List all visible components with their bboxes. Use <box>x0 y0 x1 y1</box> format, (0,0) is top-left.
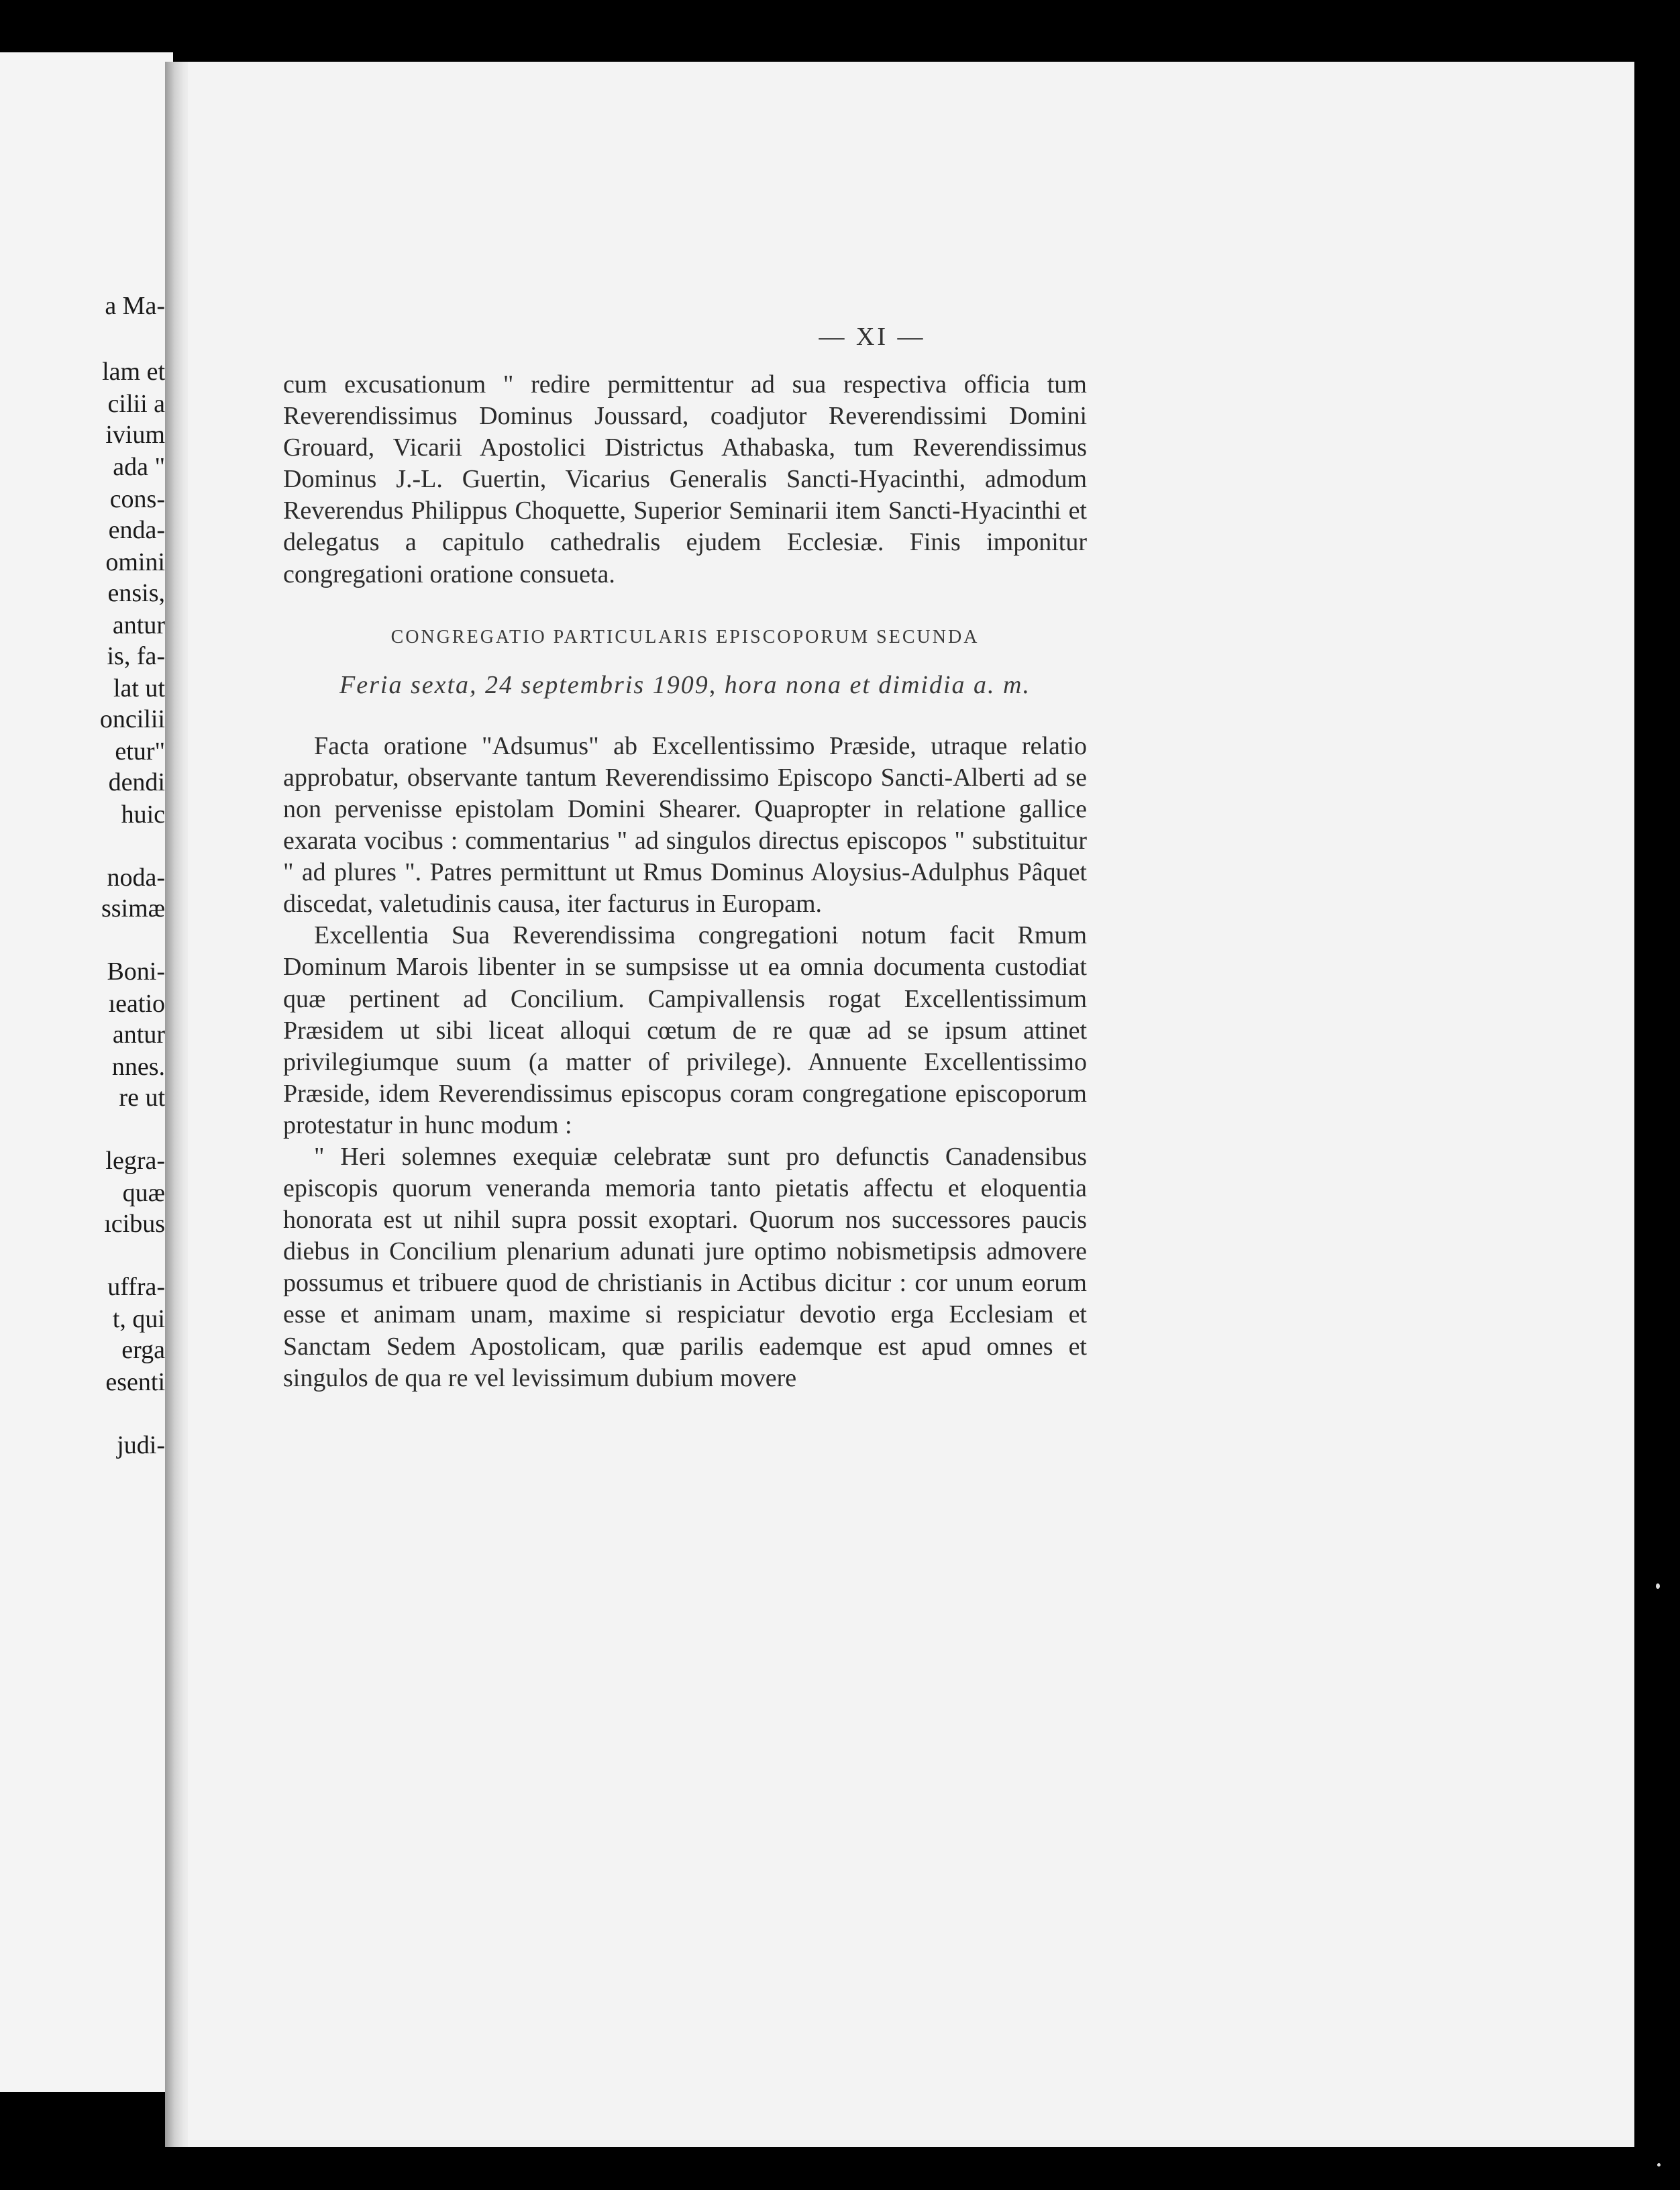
left-page-line: re ut <box>119 1084 165 1112</box>
left-page-line: quæ <box>122 1179 165 1207</box>
left-page-line: legra- <box>105 1147 165 1175</box>
left-page-line: erga <box>121 1336 165 1364</box>
left-page-line: oncilii <box>99 705 165 733</box>
left-page-line: ıeatio <box>108 990 165 1018</box>
paragraph-heri-solemnes: " Heri solemnes exequiæ celebratæ sunt pro defunctis Canadensibus episcopis quorum veneranda memoria tanto pietatis affectu et eloquentia honorata est ut nihil supra possit exoptari. Quorum nos successores paucis diebus in Concilium plenarium adunati jure optimo nobismetipsis admovere possumus et tribuere quod de christianis in Actibus dicitur : cor unum eorum esse et animam unam, maxime si respiciatur devotio erga Ecclesiam et Sanctam Sedem Apostolicam, quæ parilis eademque est apud omnes et singulos de qua re vel levissimum dubium movere <box>283 1142 1087 1392</box>
left-page-line: judi- <box>117 1431 165 1459</box>
left-page-line: cilii a <box>107 390 165 418</box>
left-page-fragment <box>0 52 173 2092</box>
left-page-line: ensis, <box>107 579 165 607</box>
section-heading: CONGREGATIO PARTICULARIS EPISCOPORUM SECUNDA <box>390 626 980 647</box>
left-page-line: a Ma- <box>105 292 165 320</box>
left-page-line: lat ut <box>113 674 165 702</box>
left-page-line: esenti <box>105 1368 165 1396</box>
left-page-line: cons- <box>109 485 165 513</box>
left-page-line: ada " <box>113 453 165 481</box>
left-page-line: omini <box>105 548 165 576</box>
dust-speck <box>1656 1583 1660 1589</box>
left-page-line: ivium <box>105 421 165 449</box>
paragraph-continuation: cum excusationum " redire permittentur ad sua respectiva officia tum Reverendissimus Dominus Joussard, coadjutor Reverendissimi Domini Grouard, Vicarii Apostolici Districtus Athabaska, tum Reverendissimus Dominus J.-L. Guertin, Vicarius Generalis Sancti-Hyacinthi, admodum Reverendus Philippus Choquette, Superior Seminarii item Sancti-Hyacinthi et delegatus a capitulo cathedralis ejudem Ecclesiæ. Finis imponitur congregationi oratione consueta. <box>283 370 1087 588</box>
left-page-line: uffra- <box>107 1273 165 1301</box>
left-page-line: noda- <box>107 864 165 892</box>
left-page-line: is, fa- <box>107 642 165 670</box>
paragraph-facta-oratione: Facta oratione "Adsumus" ab Excellentissimo Præside, utraque relatio approbatur, observante tantum Reverendissimo Episcopo Sancti-Alberti ad se non pervenisse epistolam Domini Shearer. Quapropter in relatione gallice exarata vocibus : commentarius " ad singulos directus episcopos " substituitur " ad plures ". Patres permittunt ut Rmus Dominus Aloysius-Adulphus Pâquet discedat, valetudinis causa, iter facturus in Europam. <box>283 731 1087 919</box>
left-page-line: ıcibus <box>104 1210 165 1238</box>
left-page-line: nnes. <box>111 1053 165 1081</box>
page-number: — XI — <box>819 323 926 351</box>
left-page-line: antur <box>112 611 165 639</box>
left-page-line: t, qui <box>112 1305 165 1333</box>
left-page-line: dendi <box>108 768 165 796</box>
left-page-line: lam et <box>102 358 165 386</box>
left-page-line: Boni- <box>107 957 165 986</box>
left-page-line: antur <box>112 1021 165 1049</box>
left-page-line: huic <box>121 800 165 829</box>
left-page-line: enda- <box>108 516 165 544</box>
left-page-line: ssimæ <box>101 894 165 923</box>
section-date: Feria sexta, 24 septembris 1909, hora nona et dimidia a. m. <box>339 670 1031 699</box>
dust-speck <box>1657 2163 1661 2167</box>
page-text-block <box>283 369 1087 1394</box>
paragraph-excellentia: Excellentia Sua Reverendissima congregationi notum facit Rmum Dominum Marois libenter in se sumpsisse ut ea omnia documenta custodiat quæ pertinent ad Concilium. Campivallensis rogat Excellentissimum Præsidem ut sibi liceat alloqui cœtum de re quæ ad se ipsum attinet privilegiumque suum (a matter of privilege). Annuente Excellentissimo Præside, idem Reverendissimus episcopus coram congregatione episcoporum protestatur in hunc modum : <box>283 921 1087 1139</box>
left-page-line: etur" <box>115 737 165 766</box>
main-page <box>188 62 1634 2147</box>
